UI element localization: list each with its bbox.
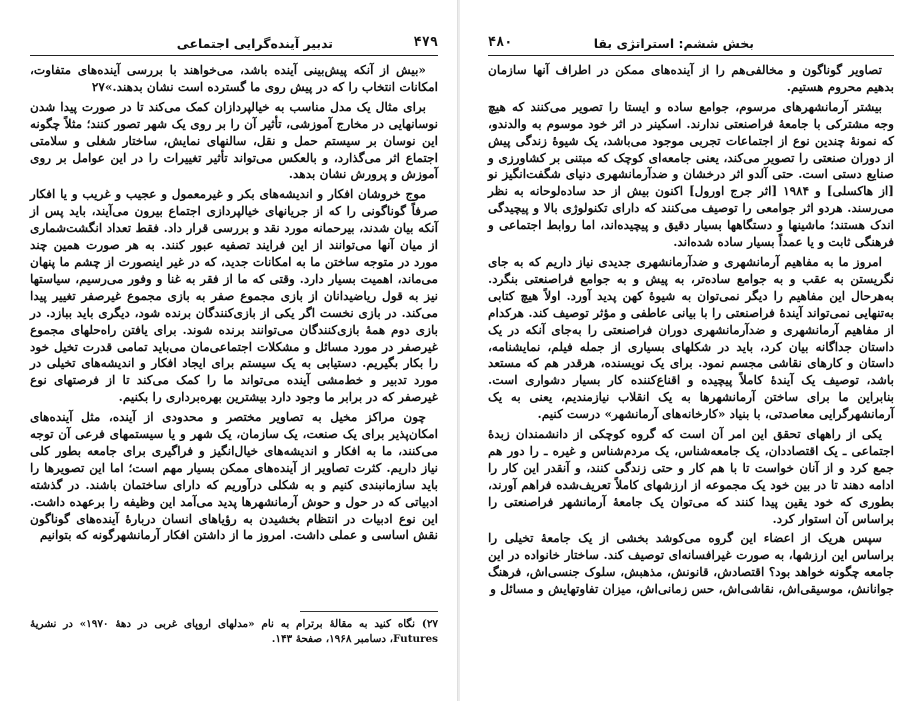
left-page-body [30,62,438,547]
left-running-title: تدبیر آینده‌گرایی اجتماعی [176,36,333,51]
paragraph: بیشتر آرمانشهرهای مرسوم، جوامع ساده و ایستا را تصویر می‌کنند که هیچ وجه مشترکی با جامعهٔ فراصنعتی ندارند. اسکینر در اثر خود موسوم به والدندو، که نمونهٔ چندین نوع از اجتماعات تجربی موجود می‌باشد، یک شیوهٔ زندگی پیش از دوران صنعتی را تصویر می‌کند، یعنی جامعه‌ای کوچک که مبتنی بر کشاورزی و صنایع دستی است. حتی آلدو اثر درخشان و ضدآرمانشهری دنیای شگفت‌انگیز نو [از هاکسلی] و ۱۹۸۴ [اثر جرج اورول] اکنون بیش از حد ساده‌لوحانه به نظر می‌رسند. هردو اثر جوامعی را توصیف می‌کنند که دارای تکنولوژی بالا و پیچیدگی اندک هستند؛ ماشینها و دستگاهها بسیار دقیق و پیچیده‌اند، اما روابط اجتماعی و فرهنگی ثابت و یا عمداً بسیار ساده شده‌اند. [488,99,895,250]
left-page-number: ۴۷۹ [413,34,438,50]
paragraph: تصاویر گوناگون و مخالفی‌هم را از آینده‌های ممکن در اطراف آنها سازمان بدهیم محروم هستیم. [488,63,894,94]
left-page-header [30,33,438,56]
paragraph: یکی از راههای تحقق این امر آن است که گروه کوچکی از دانشمندان زبدهٔ اجتماعی ـ یک اقتصاددان، یک جامعه‌شناس، یک مردم‌شناس و غیره ـ را دور هم جمع کرد و از آنان خواست تا با هم کار و حتی زندگی کنند، و آنقدر این کار را ادامه دهند تا در بین خود یک مجموعه از ارزشهای کاملاً تعریف‌شده فراهم آورند، بطوری که خود یقین پیدا کنند که می‌توان یک جامعهٔ آرمانشهر فراصنعتی را براساس آن استوار کرد. [488,427,894,526]
right-page-body [488,62,894,601]
footnote: ۲۷) نگاه کنید به مقالهٔ برترام به نام «مدلهای اروپای غربی در دههٔ ۱۹۷۰» در نشریهٔ Futures، دسامبر ۱۹۶۸، صفحهٔ ۱۴۳. [30,618,438,645]
paragraph: سپس هریک از اعضاء این گروه می‌کوشد بخشی از یک جامعهٔ تخیلی را براساس این ارزشها، به صورت غیرافسانه‌ای توصیف کند. ساختار خانواده در این جامعه چگونه خواهد بود؟ اقتصادش، قانونش، مذهبش، سلوک جنسی‌اش، فرهنگ جوانانش، موسیقی‌اش، نقاشی‌اش، حس زمانی‌اش، میزان تفاوتهایش و مسائل و [488,531,894,597]
right-page [460,0,918,701]
left-page [0,0,458,701]
right-page-header [488,33,894,56]
right-running-title: بخش ششم: استراتژی بقا [593,36,754,51]
paragraph: موج خروشان افکار و اندیشه‌های بکر و غیرمعمول و عجیب و غریب و یا افکار صرفاً گوناگونی را که از جریانهای خیالپردازی اجتماع بیرون می‌آیند، باید پس از آنکه بیان شدند، بیرحمانه مورد نقد و بررسی قرار داد. فقط تعداد انگشت‌شماری از میان آنها می‌توانند از این فرایند تصفیه عبور کنند. به هر صورت همین چند مورد در متوجه ساختن ما به امکانات جدید، که در غیر اینصورت از چشم ما پنهان می‌ماند، اهمیت بسیار دارد. وقتی که ما از فقر به غنا و وفور می‌رسیم، سیاستها نیز به قول ریاضیدانان از بازی مجموع صفر به بازی مجموع غیرصفر تغییر پیدا می‌کند. در بازی نخست اگر یکی از بازی‌کنندگان برنده شود، دیگری باید ببازد. در بازی دوم همهٔ بازی‌کنندگان می‌توانند برنده شوند. برای یافتن راه‌حلهای مجموع غیرصفر در مورد مسائل و مشکلات اجتماعی‌مان می‌باید تمامی قدرت تخیل خود را بکار بگیریم. دستیابی به یک سیستم برای ایجاد افکار و اندیشه‌های تخیلی در مورد تدبیر و خط‌مشی آینده می‌تواند ما را کمک می‌کند تا از فرصتهای نوع غیرصفر که در برابر ما وجود دارد بیشترین بهره‌برداری را بکنیم. [30,187,438,405]
paragraph: «بیش از آنکه پیش‌بینی آینده باشد، می‌خواهند با بررسی آینده‌های متفاوت، امکانات انتخاب را که در پیش روی ما گسترده است نشان بدهند.»۲۷ [30,63,438,94]
paragraph: چون مراکز مخیل به تصاویر مختصر و محدودی از آینده، مثل آینده‌های امکان‌پذیر برای یک صنعت، یک سازمان، یک شهر و یا سیستمهای فرعی آن توجه می‌کنند، ما به افکار و اندیشه‌های خیال‌انگیز و فراگیری برای جامعه بطور کلی نیاز داریم. کثرت تصاویر از آینده‌های ممکن بسیار مهم است؛ اما این تصویرها را باید سازمانبندی کنیم و به شکلی درآوریم که دارای ساختمان باشند. در گذشته ادبیاتی که در حول و حوش آرمانشهرها پدید می‌آمد این وظیفه را برعهده داشت. این نوع ادبیات در انتظام بخشیدن به رؤیاهای انسان دربارهٔ آینده‌های گوناگون نقش اساسی و عملی داشت. امروز ما از داشتن افکار آرمانشهرگونه که بتوانیم [30,410,438,543]
right-page-number: ۴۸۰ [488,34,513,50]
paragraph: امروز ما به مفاهیم آرمانشهری و ضدآرمانشهری جدیدی نیاز داریم که به جای نگریستن به عقب و به جوامع ساده‌تر، به پیش و به جوامع فراصنعتی بنگرد. به‌هرحال این مفاهیم را دیگر نمی‌توان به شیوهٔ کهن پدید آورد. اولاً هیچ کتابی به‌تنهایی نمی‌تواند آیندهٔ فراصنعتی را با بیانی عاطفی و مؤثر توصیف کند. هرکدام از مفاهیم آرمانشهری و ضدآرمانشهری دوران فراصنعتی را به‌جای آنکه در یک داستان جداگانه بیان کرد، باید در شکلهای بسیاری از جمله فیلم، نمایشنامه، داستان و کارهای نقاشی مجسم نمود. برای یک نویسنده، هرقدر هم که مستعد باشد، توصیف یک آیندهٔ کاملاً پیچیده و اقناع‌کننده کار بسیار دشواری است. بنابراین ما برای ساختن آرمانشهرها به یک انقلاب نیازمندیم، یعنی به یک آرمانشهرگرایی معاصدتی، با بنیاد «کارخانه‌های آرمانشهر» درست کنیم. [488,254,894,422]
footnote-divider [300,611,438,612]
paragraph: برای مثال یک مدل مناسب به خیالپردازان کمک می‌کند تا در صورت پیدا شدن نوسانهایی در مخارج آموزشی، تأثیر آن را بر روی یک شهر تصور کنند؛ مثلاً چگونه این نوسان بر سیستم حمل و نقل، سالنهای نمایش، ساختار شغلی و سلامتی اجتماع اثر می‌گذارد، و بالعکس می‌تواند تأثیر تغییرات را در این عوامل بر روی آموزش و پرورش نشان بدهد. [30,99,438,182]
